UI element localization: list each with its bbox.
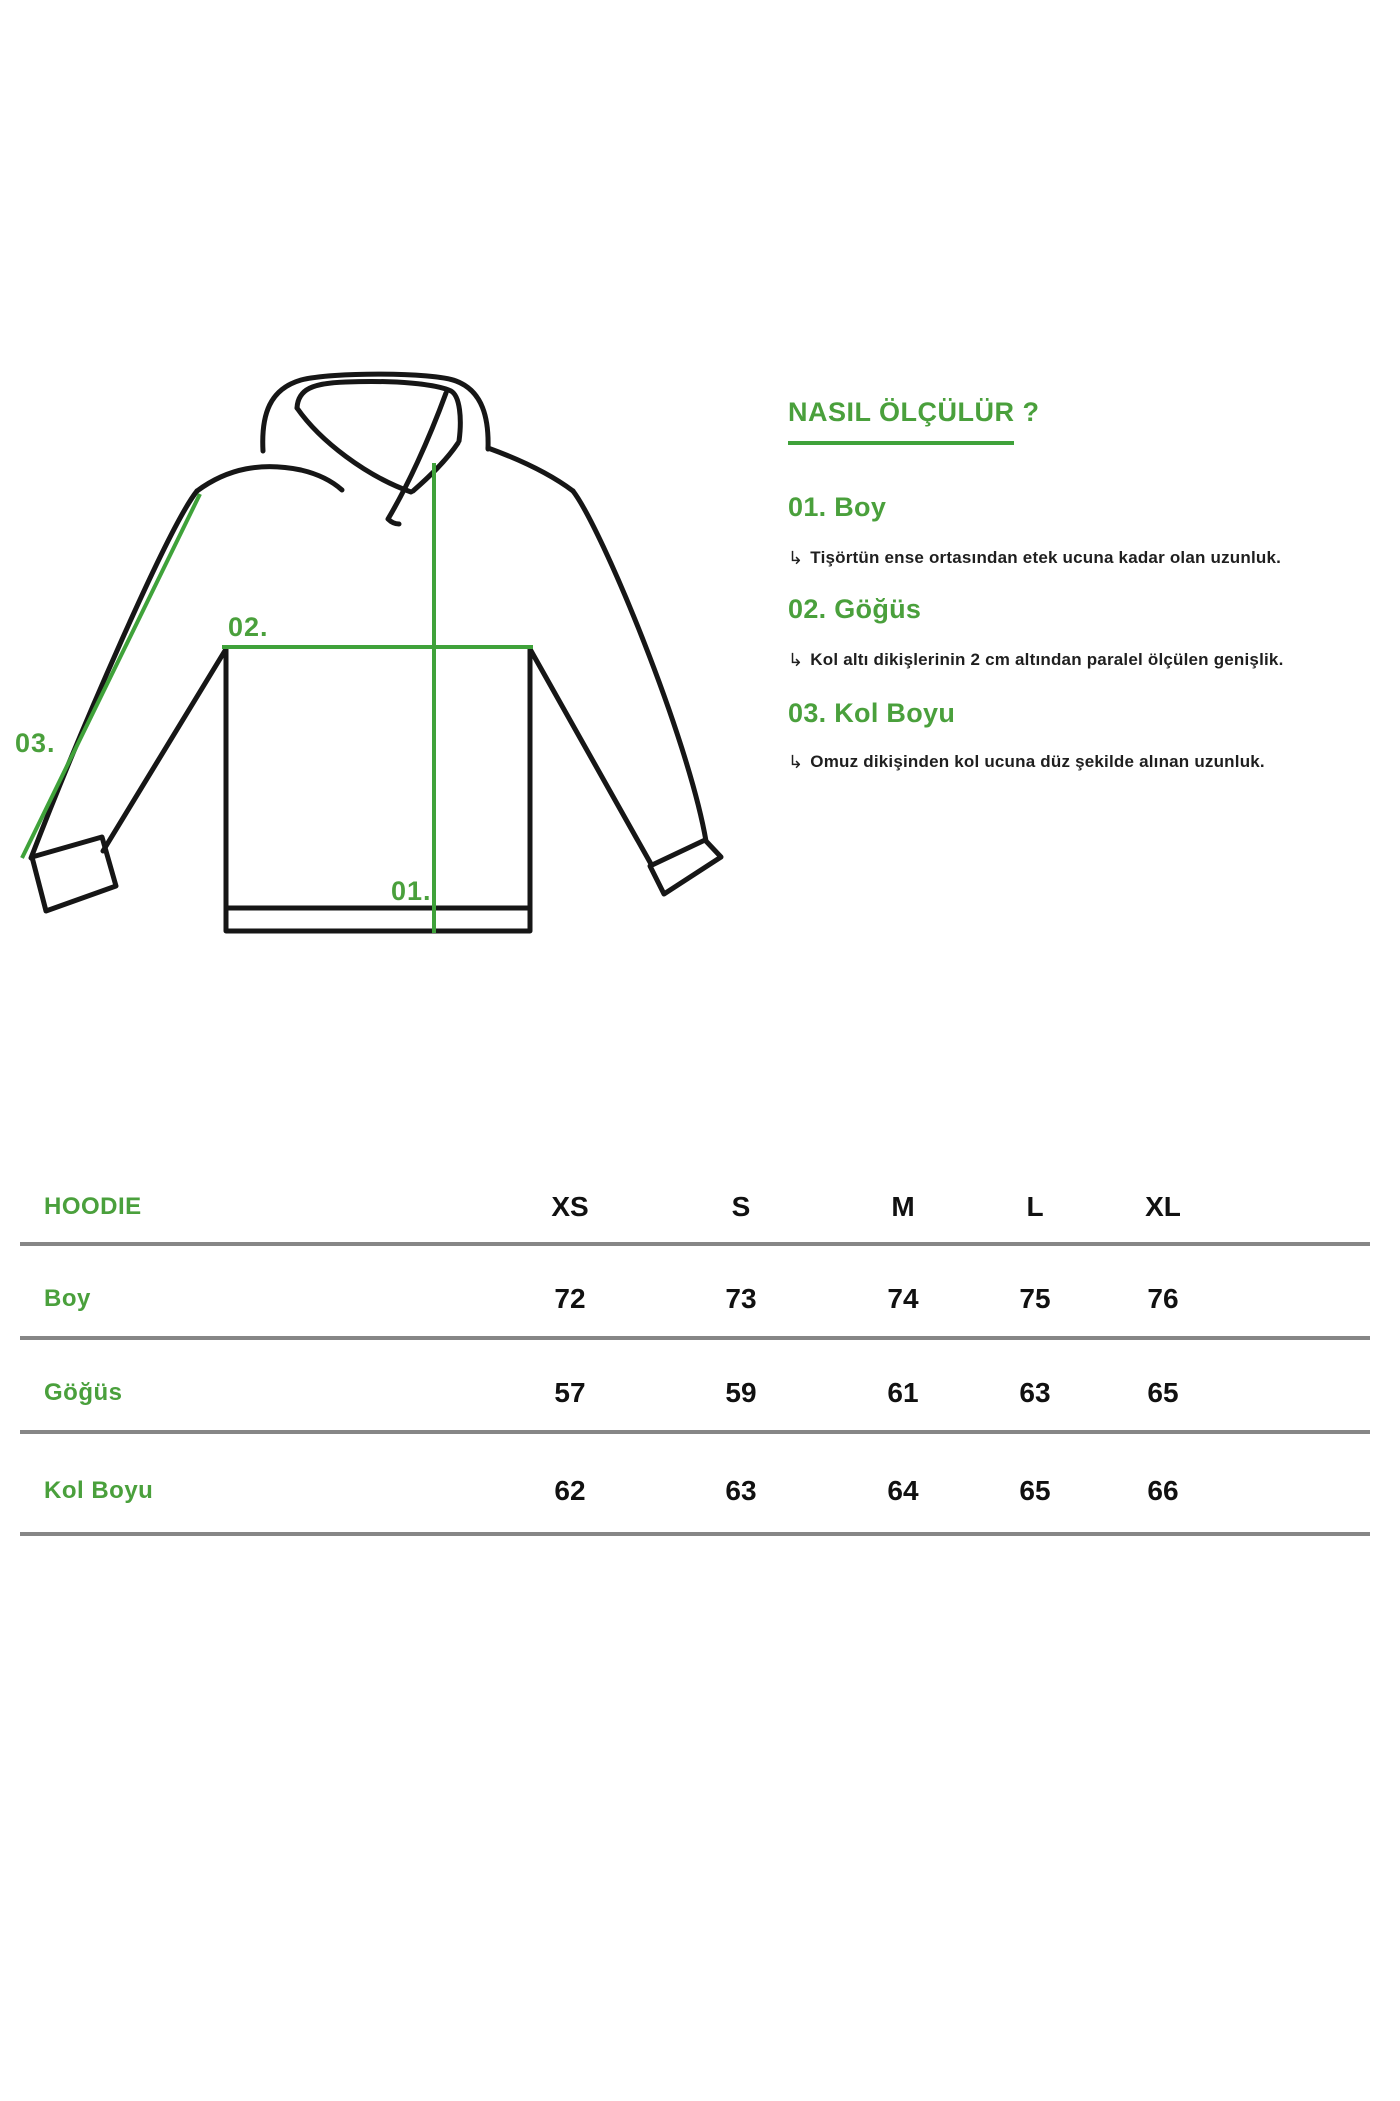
neckline-left [197, 467, 342, 491]
product-name: HOODIE [44, 1193, 142, 1220]
gogus-s: 59 [725, 1377, 757, 1408]
left-cuff [32, 837, 116, 911]
how-to-measure-block [788, 396, 1388, 773]
boy-xl: 76 [1147, 1283, 1179, 1314]
left-sleeve-outer-edge [31, 491, 197, 858]
collar-right-lapel [388, 393, 446, 524]
kol-boyu-l: 65 [1019, 1475, 1051, 1506]
right-sleeve-inner-edge [530, 649, 651, 864]
measure-line-03-sleeve [22, 494, 200, 858]
right-sleeve-outer-edge [573, 491, 706, 841]
table-row-boy [20, 1246, 1370, 1340]
boy-m: 74 [887, 1283, 919, 1314]
size-header-m: M [891, 1191, 915, 1222]
hook-arrow-icon: ↳ [788, 650, 804, 670]
hoodie-measurement-diagram [0, 0, 760, 960]
measure-label-01: 01. [391, 876, 432, 906]
size-header-l: L [1026, 1191, 1044, 1222]
size-header-xs: XS [551, 1191, 589, 1222]
row-label-gogus: Göğüs [44, 1379, 123, 1406]
measure-label-03: 03. [15, 728, 56, 758]
title-underline [788, 441, 1014, 445]
size-header-s: S [731, 1191, 751, 1222]
hook-arrow-icon: ↳ [788, 752, 804, 772]
left-sleeve-inner-edge [103, 649, 226, 851]
gogus-xs: 57 [554, 1377, 586, 1408]
kol-boyu-m: 64 [887, 1475, 919, 1506]
kol-boyu-xs: 62 [554, 1475, 586, 1506]
boy-s: 73 [725, 1283, 757, 1314]
measure-label-02: 02. [228, 612, 269, 642]
gogus-m: 61 [887, 1377, 919, 1408]
section-desc-kol-boyu [788, 751, 1388, 773]
hood-outer-outline [263, 374, 488, 451]
gogus-xl: 65 [1147, 1377, 1179, 1408]
kol-boyu-xl: 66 [1147, 1475, 1179, 1506]
section-desc-gogus-text: Kol altı dikişlerinin 2 cm altından paralel ölçülen genişlik. [810, 650, 1284, 669]
boy-xs: 72 [554, 1283, 586, 1314]
hook-arrow-icon: ↳ [788, 548, 804, 568]
kol-boyu-s: 63 [725, 1475, 757, 1506]
size-table-header-row [20, 1158, 1370, 1246]
section-desc-gogus [788, 649, 1388, 671]
section-heading-boy: 01. Boy [788, 492, 887, 522]
table-row-kol-boyu [20, 1434, 1370, 1536]
row-label-boy: Boy [44, 1285, 91, 1312]
size-table [20, 1158, 1370, 1536]
collar-left-lapel [297, 408, 411, 492]
size-header-xl: XL [1145, 1191, 1181, 1222]
body-outline [226, 648, 530, 931]
section-desc-kol-boyu-text: Omuz dikişinden kol ucuna düz şekilde alınan uzunluk. [810, 752, 1265, 771]
right-cuff [650, 840, 721, 894]
how-to-measure-title: NASIL ÖLÇÜLÜR ? [788, 397, 1040, 427]
section-desc-boy-text: Tişörtün ense ortasından etek ucuna kadar olan uzunluk. [810, 548, 1282, 567]
section-heading-gogus: 02. Göğüs [788, 594, 922, 624]
table-row-gogus [20, 1340, 1370, 1434]
section-desc-boy [788, 547, 1388, 569]
section-heading-kol-boyu: 03. Kol Boyu [788, 698, 956, 728]
hood-inner-rim [297, 381, 460, 441]
gogus-l: 63 [1019, 1377, 1051, 1408]
boy-l: 75 [1019, 1283, 1051, 1314]
right-shoulder [488, 448, 573, 491]
row-label-kol-boyu: Kol Boyu [44, 1477, 154, 1504]
